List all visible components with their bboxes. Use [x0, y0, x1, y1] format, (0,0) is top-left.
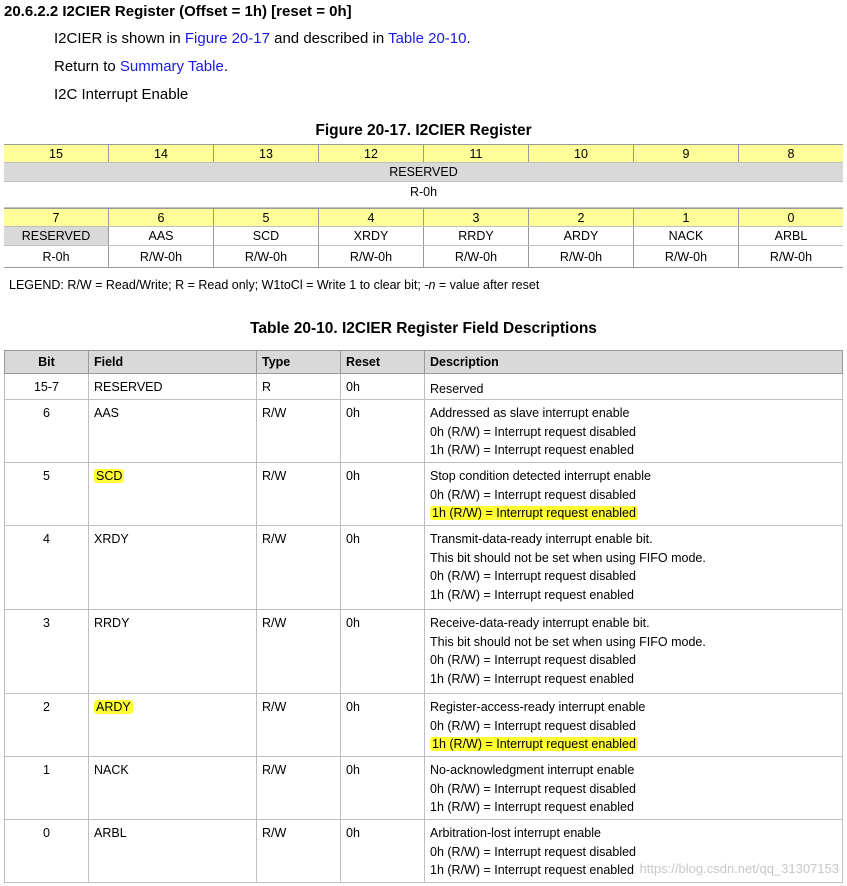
- cell-type-value: R/W: [262, 763, 287, 777]
- intro-text: .: [223, 58, 228, 75]
- legend: [9, 278, 539, 292]
- cell-type-value: R/W: [262, 826, 287, 840]
- bit-number-1: 6: [109, 209, 214, 226]
- cell-reset-value: 0h: [346, 469, 360, 483]
- bit-number-5: 2: [529, 209, 634, 226]
- cell-type-value: R/W: [262, 469, 287, 483]
- cell-bit: [5, 463, 89, 526]
- bit-number-0: 15: [4, 145, 109, 162]
- description-text: Arbitration-lost interrupt enable: [430, 826, 601, 840]
- register-field-3: XRDY: [319, 227, 424, 245]
- description-line: [430, 651, 837, 670]
- intro-line-1: [54, 30, 471, 47]
- table-header-row: [5, 351, 843, 374]
- description-text: Stop condition detected interrupt enable: [430, 469, 651, 483]
- cell-reset: [341, 820, 425, 883]
- cell-bit-value: 15-7: [33, 380, 60, 394]
- cell-type-value: R/W: [262, 616, 287, 630]
- description-line: [430, 586, 837, 605]
- cell-field: [89, 820, 257, 883]
- cell-bit: [5, 526, 89, 610]
- column-header-bit: Bit: [5, 351, 89, 374]
- field-access-7: R/W-0h: [769, 250, 813, 264]
- description-text: This bit should not be set when using FIFO mode.: [430, 550, 706, 565]
- summary-table-link[interactable]: Summary Table: [119, 58, 224, 75]
- description-line: [430, 423, 837, 442]
- cell-reset-value: 0h: [346, 406, 360, 420]
- bit-number-1: 14: [109, 145, 214, 162]
- cell-field-value: XRDY: [94, 532, 129, 546]
- legend-text: LEGEND: R/W = Read/Write; R = Read only; W1toCl = Write 1 to clear bit;: [9, 278, 425, 292]
- description-line: [430, 549, 837, 568]
- description-text: 0h (R/W) = Interrupt request disabled: [430, 424, 636, 439]
- description-text: 1h (R/W) = Interrupt request enabled: [430, 672, 634, 687]
- intro-text: and described in: [269, 30, 389, 47]
- description-line: [430, 698, 837, 717]
- bit-number-0: 7: [4, 209, 109, 226]
- cell-field-value: ARDY: [96, 700, 131, 714]
- description-line: [430, 717, 837, 736]
- figure-caption: Figure 20-17. I2CIER Register: [315, 122, 532, 139]
- field-access-6: R/W-0h: [634, 246, 739, 267]
- table-row: [5, 463, 843, 526]
- description-text: 0h (R/W) = Interrupt request disabled: [430, 569, 636, 584]
- description-line: [430, 380, 837, 399]
- cell-bit: [5, 757, 89, 820]
- cell-field: [89, 694, 257, 757]
- register-field-7: ARBL: [774, 229, 808, 243]
- bit-number-4: 3: [424, 209, 529, 226]
- description-text: 1h (R/W) = Interrupt request enabled: [430, 863, 634, 878]
- cell-type-value: R: [262, 380, 272, 394]
- description-text: Register-access-ready interrupt enable: [430, 700, 646, 714]
- description-text: No-acknowledgment interrupt enable: [430, 763, 635, 777]
- cell-field: [89, 463, 257, 526]
- table-row: [5, 400, 843, 463]
- table-row: [5, 374, 843, 400]
- intro-text: I2CIER is shown in: [54, 30, 185, 47]
- table-row: [5, 526, 843, 610]
- description-text: 0h (R/W) = Interrupt request disabled: [430, 844, 636, 859]
- intro-line-3: I2C Interrupt Enable: [54, 86, 189, 103]
- table-caption: Table 20-10. I2CIER Register Field Descriptions: [250, 320, 597, 337]
- cell-description: [425, 610, 843, 694]
- table-row: [5, 757, 843, 820]
- cell-description: [425, 400, 843, 463]
- bit-number-5: 10: [529, 145, 634, 162]
- register-field-6: NACK: [634, 227, 739, 245]
- field-access-4: R/W-0h: [424, 246, 529, 267]
- cell-reset-value: 0h: [346, 380, 360, 394]
- cell-reset: [341, 400, 425, 463]
- description-line: [430, 761, 837, 780]
- lower-field-row: [4, 227, 843, 246]
- cell-type: [257, 400, 341, 463]
- cell-reset-value: 0h: [346, 616, 360, 630]
- legend-tail: = value after reset: [435, 278, 540, 292]
- description-line: [430, 735, 837, 754]
- bit-number-2: 13: [214, 145, 319, 162]
- cell-type: [257, 374, 341, 400]
- description-text: This bit should not be set when using FIFO mode.: [430, 634, 706, 649]
- cell-field: [89, 374, 257, 400]
- column-header-reset: Reset: [341, 351, 425, 374]
- description-text: Receive-data-ready interrupt enable bit.: [430, 616, 650, 630]
- legend-n: -n: [424, 278, 436, 292]
- upper-bit-numbers: [4, 144, 843, 163]
- description-line: [430, 670, 837, 689]
- cell-bit-value: 3: [43, 616, 50, 630]
- register-figure: [4, 144, 843, 268]
- cell-field: [89, 610, 257, 694]
- cell-bit: [5, 694, 89, 757]
- watermark: https://blog.csdn.net/qq_31307153: [639, 861, 839, 876]
- bit-number-7: 8: [787, 147, 795, 161]
- description-line: [430, 780, 837, 799]
- cell-field-value: NACK: [94, 763, 129, 777]
- description-text: 1h (R/W) = Interrupt request enabled: [432, 737, 636, 752]
- register-field-1: AAS: [109, 227, 214, 245]
- description-line: [430, 614, 837, 633]
- cell-description: [425, 526, 843, 610]
- upper-field: RESERVED: [389, 165, 458, 179]
- column-header-type: Type: [257, 351, 341, 374]
- intro-text: Return to: [54, 58, 120, 75]
- description-line: [430, 798, 837, 817]
- description-line: [430, 843, 837, 862]
- bit-number-4: 11: [424, 145, 529, 162]
- cell-reset: [341, 526, 425, 610]
- bit-number-6: 1: [634, 209, 739, 226]
- description-line: [430, 441, 837, 460]
- lower-bit-numbers: [4, 208, 843, 227]
- description-text: 1h (R/W) = Interrupt request enabled: [430, 443, 634, 458]
- cell-description: [425, 463, 843, 526]
- cell-field: [89, 526, 257, 610]
- cell-type: [257, 610, 341, 694]
- description-line: [430, 467, 837, 486]
- column-header-field: Field: [89, 351, 257, 374]
- cell-field-value: RESERVED: [94, 380, 163, 394]
- cell-reset-value: 0h: [346, 700, 360, 714]
- cell-reset-value: 0h: [346, 532, 360, 546]
- cell-bit-value: 4: [43, 532, 50, 546]
- cell-type: [257, 820, 341, 883]
- cell-reset: [341, 610, 425, 694]
- field-descriptions-table: [4, 350, 843, 883]
- cell-bit: [5, 400, 89, 463]
- description-text: 1h (R/W) = Interrupt request enabled: [432, 506, 636, 521]
- cell-description: [425, 757, 843, 820]
- cell-field-value: SCD: [96, 469, 123, 483]
- bit-number-6: 9: [634, 145, 739, 162]
- description-line: [430, 504, 837, 523]
- cell-bit-value: 0: [43, 826, 50, 840]
- description-text: 0h (R/W) = Interrupt request disabled: [430, 653, 636, 668]
- cell-field-value: AAS: [94, 406, 120, 420]
- column-header-description: Description: [425, 351, 843, 374]
- description-text: 0h (R/W) = Interrupt request disabled: [430, 487, 636, 502]
- lower-access-row: [4, 246, 843, 268]
- description-line: [430, 404, 837, 423]
- section-heading: 20.6.2.2 I2CIER Register (Offset = 1h) [reset = 0h]: [4, 3, 352, 20]
- bit-number-2: 5: [214, 209, 319, 226]
- register-field-0: RESERVED: [4, 227, 109, 245]
- upper-field-row: [4, 163, 843, 182]
- field-access-3: R/W-0h: [319, 246, 424, 267]
- table-body: [5, 374, 843, 883]
- cell-reset: [341, 694, 425, 757]
- table-row: [5, 610, 843, 694]
- table-row: [5, 694, 843, 757]
- cell-field: [89, 400, 257, 463]
- description-text: 1h (R/W) = Interrupt request enabled: [430, 588, 634, 603]
- cell-bit-value: 5: [43, 469, 50, 483]
- field-access-2: R/W-0h: [214, 246, 319, 267]
- cell-reset: [341, 757, 425, 820]
- description-text: Transmit-data-ready interrupt enable bit.: [430, 532, 653, 546]
- upper-access: R-0h: [409, 185, 438, 199]
- cell-type: [257, 694, 341, 757]
- description-line: [430, 633, 837, 652]
- description-text: Addressed as slave interrupt enable: [430, 406, 630, 420]
- description-text: Reserved: [430, 382, 484, 396]
- description-text: 1h (R/W) = Interrupt request enabled: [430, 800, 634, 815]
- cell-bit: [5, 374, 89, 400]
- description-line: [430, 486, 837, 505]
- bit-number-7: 0: [787, 211, 795, 225]
- cell-reset: [341, 463, 425, 526]
- cell-reset-value: 0h: [346, 826, 360, 840]
- description-line: [430, 530, 837, 549]
- field-access-1: R/W-0h: [109, 246, 214, 267]
- field-access-5: R/W-0h: [529, 246, 634, 267]
- cell-field-value: RRDY: [94, 616, 130, 630]
- description-line: [430, 567, 837, 586]
- bit-number-3: 12: [319, 145, 424, 162]
- cell-description: [425, 374, 843, 400]
- register-field-5: ARDY: [529, 227, 634, 245]
- register-field-2: SCD: [214, 227, 319, 245]
- cell-type-value: R/W: [262, 532, 287, 546]
- cell-bit: [5, 610, 89, 694]
- field-access-0: R-0h: [4, 246, 109, 267]
- intro-text: .: [466, 30, 471, 47]
- cell-bit-value: 6: [43, 406, 50, 420]
- cell-bit-value: 1: [43, 763, 50, 777]
- intro-line-2: [54, 58, 228, 75]
- cell-reset: [341, 374, 425, 400]
- cell-reset-value: 0h: [346, 763, 360, 777]
- cell-bit-value: 2: [43, 700, 50, 714]
- bit-number-3: 4: [319, 209, 424, 226]
- figure-link[interactable]: Figure 20-17: [184, 30, 270, 47]
- cell-description: [425, 694, 843, 757]
- cell-field: [89, 757, 257, 820]
- description-line: [430, 824, 837, 843]
- cell-type-value: R/W: [262, 700, 287, 714]
- cell-type: [257, 757, 341, 820]
- description-text: 0h (R/W) = Interrupt request disabled: [430, 718, 636, 733]
- table-link[interactable]: Table 20-10: [388, 30, 467, 47]
- cell-type-value: R/W: [262, 406, 287, 420]
- cell-field-value: ARBL: [94, 826, 127, 840]
- cell-type: [257, 526, 341, 610]
- cell-bit: [5, 820, 89, 883]
- upper-access-row: [4, 182, 843, 208]
- register-field-4: RRDY: [424, 227, 529, 245]
- description-text: 0h (R/W) = Interrupt request disabled: [430, 781, 636, 796]
- cell-type: [257, 463, 341, 526]
